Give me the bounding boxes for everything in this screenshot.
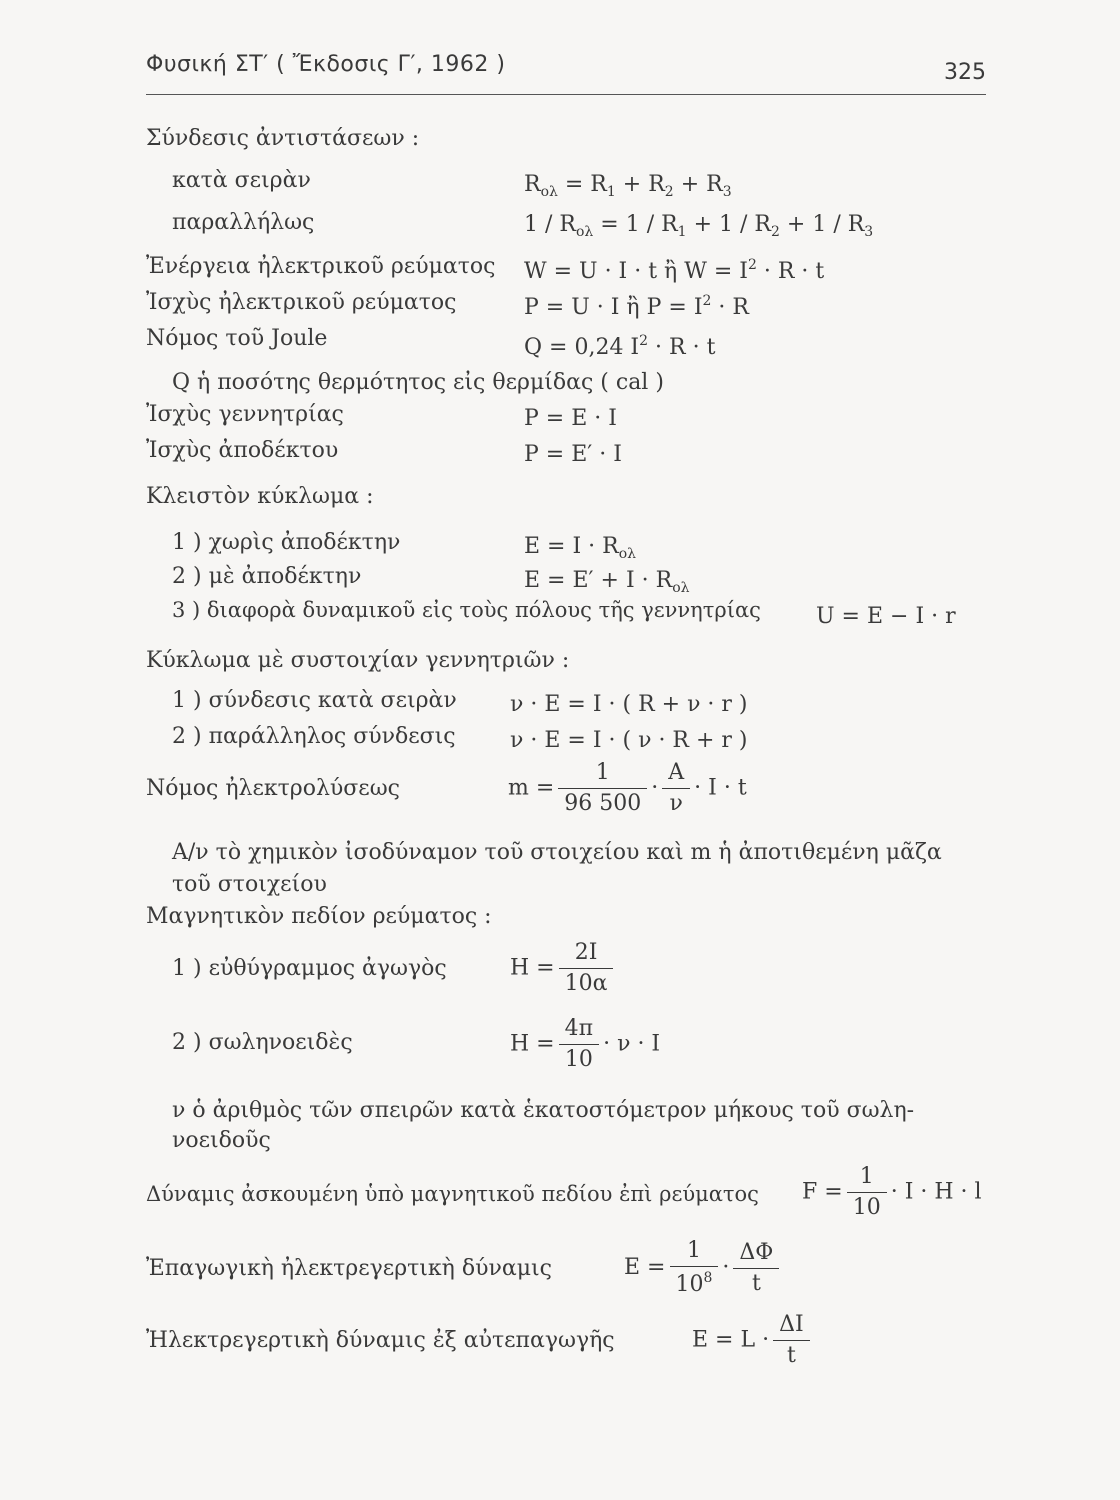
formula-part: · R · t (648, 335, 716, 360)
formula-subscript: ολ (575, 224, 594, 240)
running-title: Φυσική ΣΤ′ ( Ἔκδοσις Γ′, 1962 ) (146, 52, 506, 77)
formula-part: · I · H · l (890, 1179, 982, 1205)
formula-part: E = (624, 1255, 666, 1280)
power-formula (524, 294, 749, 319)
fraction (847, 1166, 887, 1219)
fraction-denominator: 96 500 (558, 788, 647, 815)
closed-item1-formula (524, 536, 636, 561)
formula-subscript: 2 (770, 224, 780, 240)
resistors-heading: Σύνδεσις ἀντιστάσεων : (146, 126, 420, 151)
battery-item1-label: 1 ) σύνδεσις κατὰ σειρὰν (172, 688, 457, 713)
fraction (559, 1018, 599, 1071)
formula-subscript: 1 (677, 224, 687, 240)
self-induction-label: Ἠλεκτρεγερτικὴ δύναμις ἐξ αὐτεπαγωγῆς (146, 1328, 615, 1353)
formula-part: F = (802, 1179, 843, 1205)
page-number: 325 (944, 60, 986, 85)
closed-item1-label: 1 ) χωρὶς ἀποδέκτην (172, 530, 401, 555)
receiver-power-formula: P = E′ · I (524, 442, 622, 467)
generator-power-formula: P = E · I (524, 406, 617, 431)
fraction (662, 762, 690, 815)
formula-subscript: ολ (540, 184, 558, 200)
closed-item3-label: 3 ) διαφορὰ δυναμικοῦ εἰς τοὺς πόλους τῆς γεννητρίας (172, 598, 761, 622)
formula-subscript: ολ (618, 546, 637, 562)
fraction-numerator: 4π (564, 1016, 594, 1041)
power-exponent: 8 (703, 1270, 713, 1286)
formula-part: P = U · I ἢ P = I (524, 295, 703, 320)
power-base: 10 (675, 1272, 704, 1297)
formula-superscript: 2 (639, 333, 649, 349)
self-induction-formula (692, 1314, 814, 1367)
energy-formula (524, 258, 824, 283)
battery-item1-formula: ν · E = I · ( R + ν · r ) (510, 692, 748, 717)
electrolysis-note-line1: A/ν τὸ χημικὸν ἰσοδύναμον τοῦ στοιχείου καὶ m ἡ ἀποτιθεμένη μᾶζα (172, 840, 942, 865)
series-label: κατὰ σειρὰν (172, 168, 311, 193)
formula-part: = 1 / R (593, 212, 678, 237)
electrolysis-label: Νόμος ἠλεκτρολύσεως (146, 776, 400, 801)
induced-emf-formula: E = $\frac{1}{10^8}$ · $\frac{\Delta\Phi}{t}$ (624, 1240, 783, 1296)
power-label: Ἰσχὺς ἠλεκτρικοῦ ρεύματος (146, 290, 457, 315)
fraction-denominator: t (773, 1340, 810, 1367)
formula-superscript: 2 (702, 293, 712, 309)
electrolysis-formula: m = $\frac{1}{96 500}$ · $\frac{A}{\nu}$ · I · t (508, 760, 747, 816)
fraction-numerator: 1 (686, 1238, 701, 1263)
fraction-denominator: 10α (559, 968, 614, 995)
force-label: Δύναμις ἀσκουμένη ὑπὸ μαγνητικοῦ πεδίου ἐπὶ ρεύματος (146, 1182, 759, 1206)
formula-part: R (524, 172, 541, 197)
formula-part: + R (673, 172, 723, 197)
battery-heading: Κύκλωμα μὲ συστοιχίαν γεννητριῶν : (146, 648, 570, 673)
series-formula (524, 174, 732, 199)
formula-part: E = E′ + I · R (524, 568, 673, 593)
fraction (773, 1314, 810, 1367)
closed-item2-formula (524, 570, 690, 595)
formula-part: + 1 / R (686, 212, 771, 237)
energy-label: Ἐνέργεια ἠλεκτρικοῦ ρεύματος (146, 254, 496, 279)
formula-part: Q = 0,24 I (524, 335, 640, 360)
magnetic-item1-formula (510, 942, 617, 995)
receiver-power-label: Ἰσχὺς ἀποδέκτου (146, 438, 339, 463)
magnetic-note-line1: ν ὁ ἀριθμὸς τῶν σπειρῶν κατὰ ἑκατοστόμετρον μήκους τοῦ σωλη- (172, 1098, 915, 1123)
formula-part: E = L · (692, 1327, 770, 1353)
magnetic-note-line2: νοειδοῦς (172, 1128, 271, 1153)
magnetic-field-heading: Μαγνητικὸν πεδίον ρεύματος : (146, 904, 492, 929)
fraction-numerator: 2I (574, 940, 598, 965)
formula-part: 1 / R (524, 212, 576, 237)
closed-circuit-heading: Κλειστὸν κύκλωμα : (146, 484, 374, 509)
fraction (558, 762, 647, 815)
fraction (670, 1240, 719, 1296)
magnetic-item2-label: 2 ) σωληνοειδὲς (172, 1030, 353, 1055)
battery-item2-formula: ν · E = I · ( ν · R + r ) (510, 728, 748, 753)
fraction-denominator: 10 (559, 1044, 599, 1071)
formula-part: + 1 / R (779, 212, 865, 237)
battery-item2-label: 2 ) παράλληλος σύνδεσις (172, 724, 456, 749)
formula-superscript: 2 (747, 257, 757, 273)
fraction-numerator: 1 (859, 1164, 874, 1189)
formula-part: m = (508, 775, 555, 801)
fraction (559, 942, 614, 995)
formula-subscript: 3 (864, 224, 874, 240)
formula-part: H = (510, 1031, 555, 1057)
magnetic-item1-label: 1 ) εὐθύγραμμος ἀγωγὸς (172, 956, 447, 981)
joule-note: Q ἡ ποσότης θερμότητος εἰς θερμίδας ( cal ) (172, 370, 664, 395)
fraction-numerator: 1 (595, 760, 610, 785)
parallel-formula (524, 214, 873, 239)
formula-subscript: 3 (722, 184, 732, 200)
formula-subscript: 1 (606, 184, 616, 200)
fraction-numerator: ΔΦ (739, 1239, 774, 1265)
formula-subscript: ολ (672, 580, 690, 596)
header-rule (146, 94, 986, 95)
joule-formula (524, 334, 715, 359)
parallel-label: παραλλήλως (172, 210, 315, 235)
fraction-denominator: 10 (847, 1192, 887, 1219)
force-formula (802, 1166, 982, 1219)
fraction-numerator: A (668, 760, 685, 785)
formula-part: W = U · I · t ἢ W = I (524, 259, 748, 284)
magnetic-item2-formula (510, 1018, 660, 1071)
formula-part: · R · t (756, 259, 825, 284)
closed-item3-formula: U = E − I · r (816, 604, 956, 629)
fraction (733, 1239, 779, 1296)
formula-part: · ν · I (603, 1031, 661, 1057)
page-header (146, 52, 986, 98)
formula-part: H = (510, 955, 555, 981)
fraction-numerator: ΔI (779, 1312, 804, 1337)
joule-label: Νόμος τοῦ Joule (146, 326, 328, 351)
formula-part: = R (557, 172, 607, 197)
closed-item2-label: 2 ) μὲ ἀποδέκτην (172, 564, 362, 589)
fraction-denominator: ν (662, 788, 690, 815)
formula-part: E = I · R (524, 534, 619, 559)
formula-part: · R (711, 295, 749, 320)
formula-part: · I · t (694, 775, 747, 801)
formula-part: + R (615, 172, 665, 197)
fraction-denominator: t (733, 1268, 779, 1295)
generator-power-label: Ἰσχὺς γεννητρίας (146, 402, 344, 427)
fraction-denominator (670, 1266, 719, 1296)
formula-subscript: 2 (664, 184, 674, 200)
induced-emf-label: Ἐπαγωγικὴ ἠλεκτρεγερτικὴ δύναμις (146, 1256, 552, 1281)
electrolysis-note-line2: τοῦ στοιχείου (172, 872, 327, 897)
